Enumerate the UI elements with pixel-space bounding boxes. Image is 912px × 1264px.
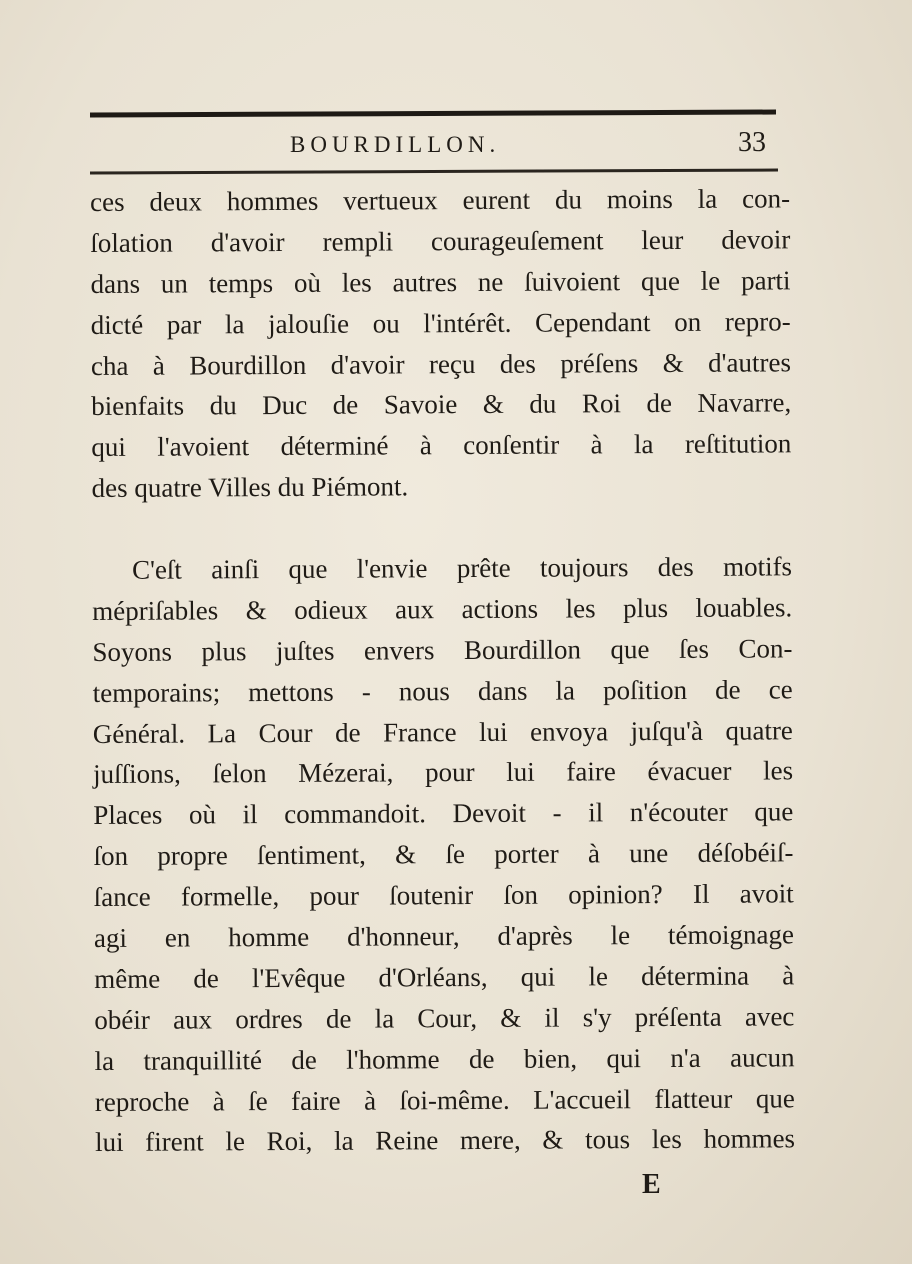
page-number: 33 [738, 127, 766, 158]
paragraph-2 [92, 546, 795, 1163]
paragraph-gap [92, 505, 792, 550]
text-line: C'eſt ainſi que l'envie prête toujours des motifs [131, 551, 793, 585]
paragraph-1 [90, 178, 792, 509]
text-line: des quatre Villes du Piémont. [91, 471, 409, 504]
text-line: juſſions, ſelon Mézerai, pour lui faire évacuer les [93, 755, 794, 790]
text-line: Général. La Cour de France lui envoya juſqu'à quatre [92, 714, 793, 749]
text-line: dans un temps où les autres ne ſuivoient que le parti [90, 265, 791, 299]
text-line: Places où il commandoit. Devoit - il n'écouter que [93, 796, 794, 831]
text-line: temporains; mettons - nous dans la poſition de ce [92, 674, 793, 708]
header-rule-top [90, 110, 776, 118]
text-line: Soyons plus juſtes envers Bourdillon que ſes Con- [92, 633, 793, 667]
text-line: lui firent le Roi, la Reine mere, & tous les hommes [94, 1123, 796, 1158]
text-line: qui l'avoient déterminé à conſentir à la reſtitution [91, 428, 792, 463]
text-line: obéir aux ordres de la Cour, & il s'y préſenta avec [94, 1001, 795, 1035]
text-line: ſance formelle, pour ſoutenir ſon opinion? Il avoit [93, 878, 794, 913]
text-line: dicté par la jalouſie ou l'intérêt. Cependant on repro- [90, 306, 791, 340]
body-text [90, 178, 795, 1163]
signature-mark: E [642, 1169, 661, 1200]
text-line: même de l'Evêque d'Orléans, qui le détermina à [94, 960, 795, 994]
text-line: ſon propre ſentiment, & ſe porter à une déſobéiſ- [93, 837, 794, 872]
text-line: cha à Bourdillon d'avoir reçu des préſens & d'autres [90, 346, 792, 381]
text-line: reproche à ſe faire à ſoi-même. L'accueil flatteur que [94, 1082, 795, 1117]
running-head: BOURDILLON. [290, 132, 501, 157]
text-line: ces deux hommes vertueux eurent du moins la con- [90, 183, 791, 217]
text-line: agi en homme d'honneur, d'après le témoignage [93, 919, 795, 954]
text-line: ſolation d'avoir rempli courageuſement leur devoir [90, 224, 791, 258]
text-line: bienfaits du Duc de Savoie & du Roi de Navarre, [91, 387, 792, 422]
header-rule-bottom [90, 168, 778, 174]
text-line: mépriſables & odieux aux actions les plus louables. [92, 592, 793, 626]
text-line: la tranquillité de l'homme de bien, qui n'a aucun [94, 1042, 795, 1076]
